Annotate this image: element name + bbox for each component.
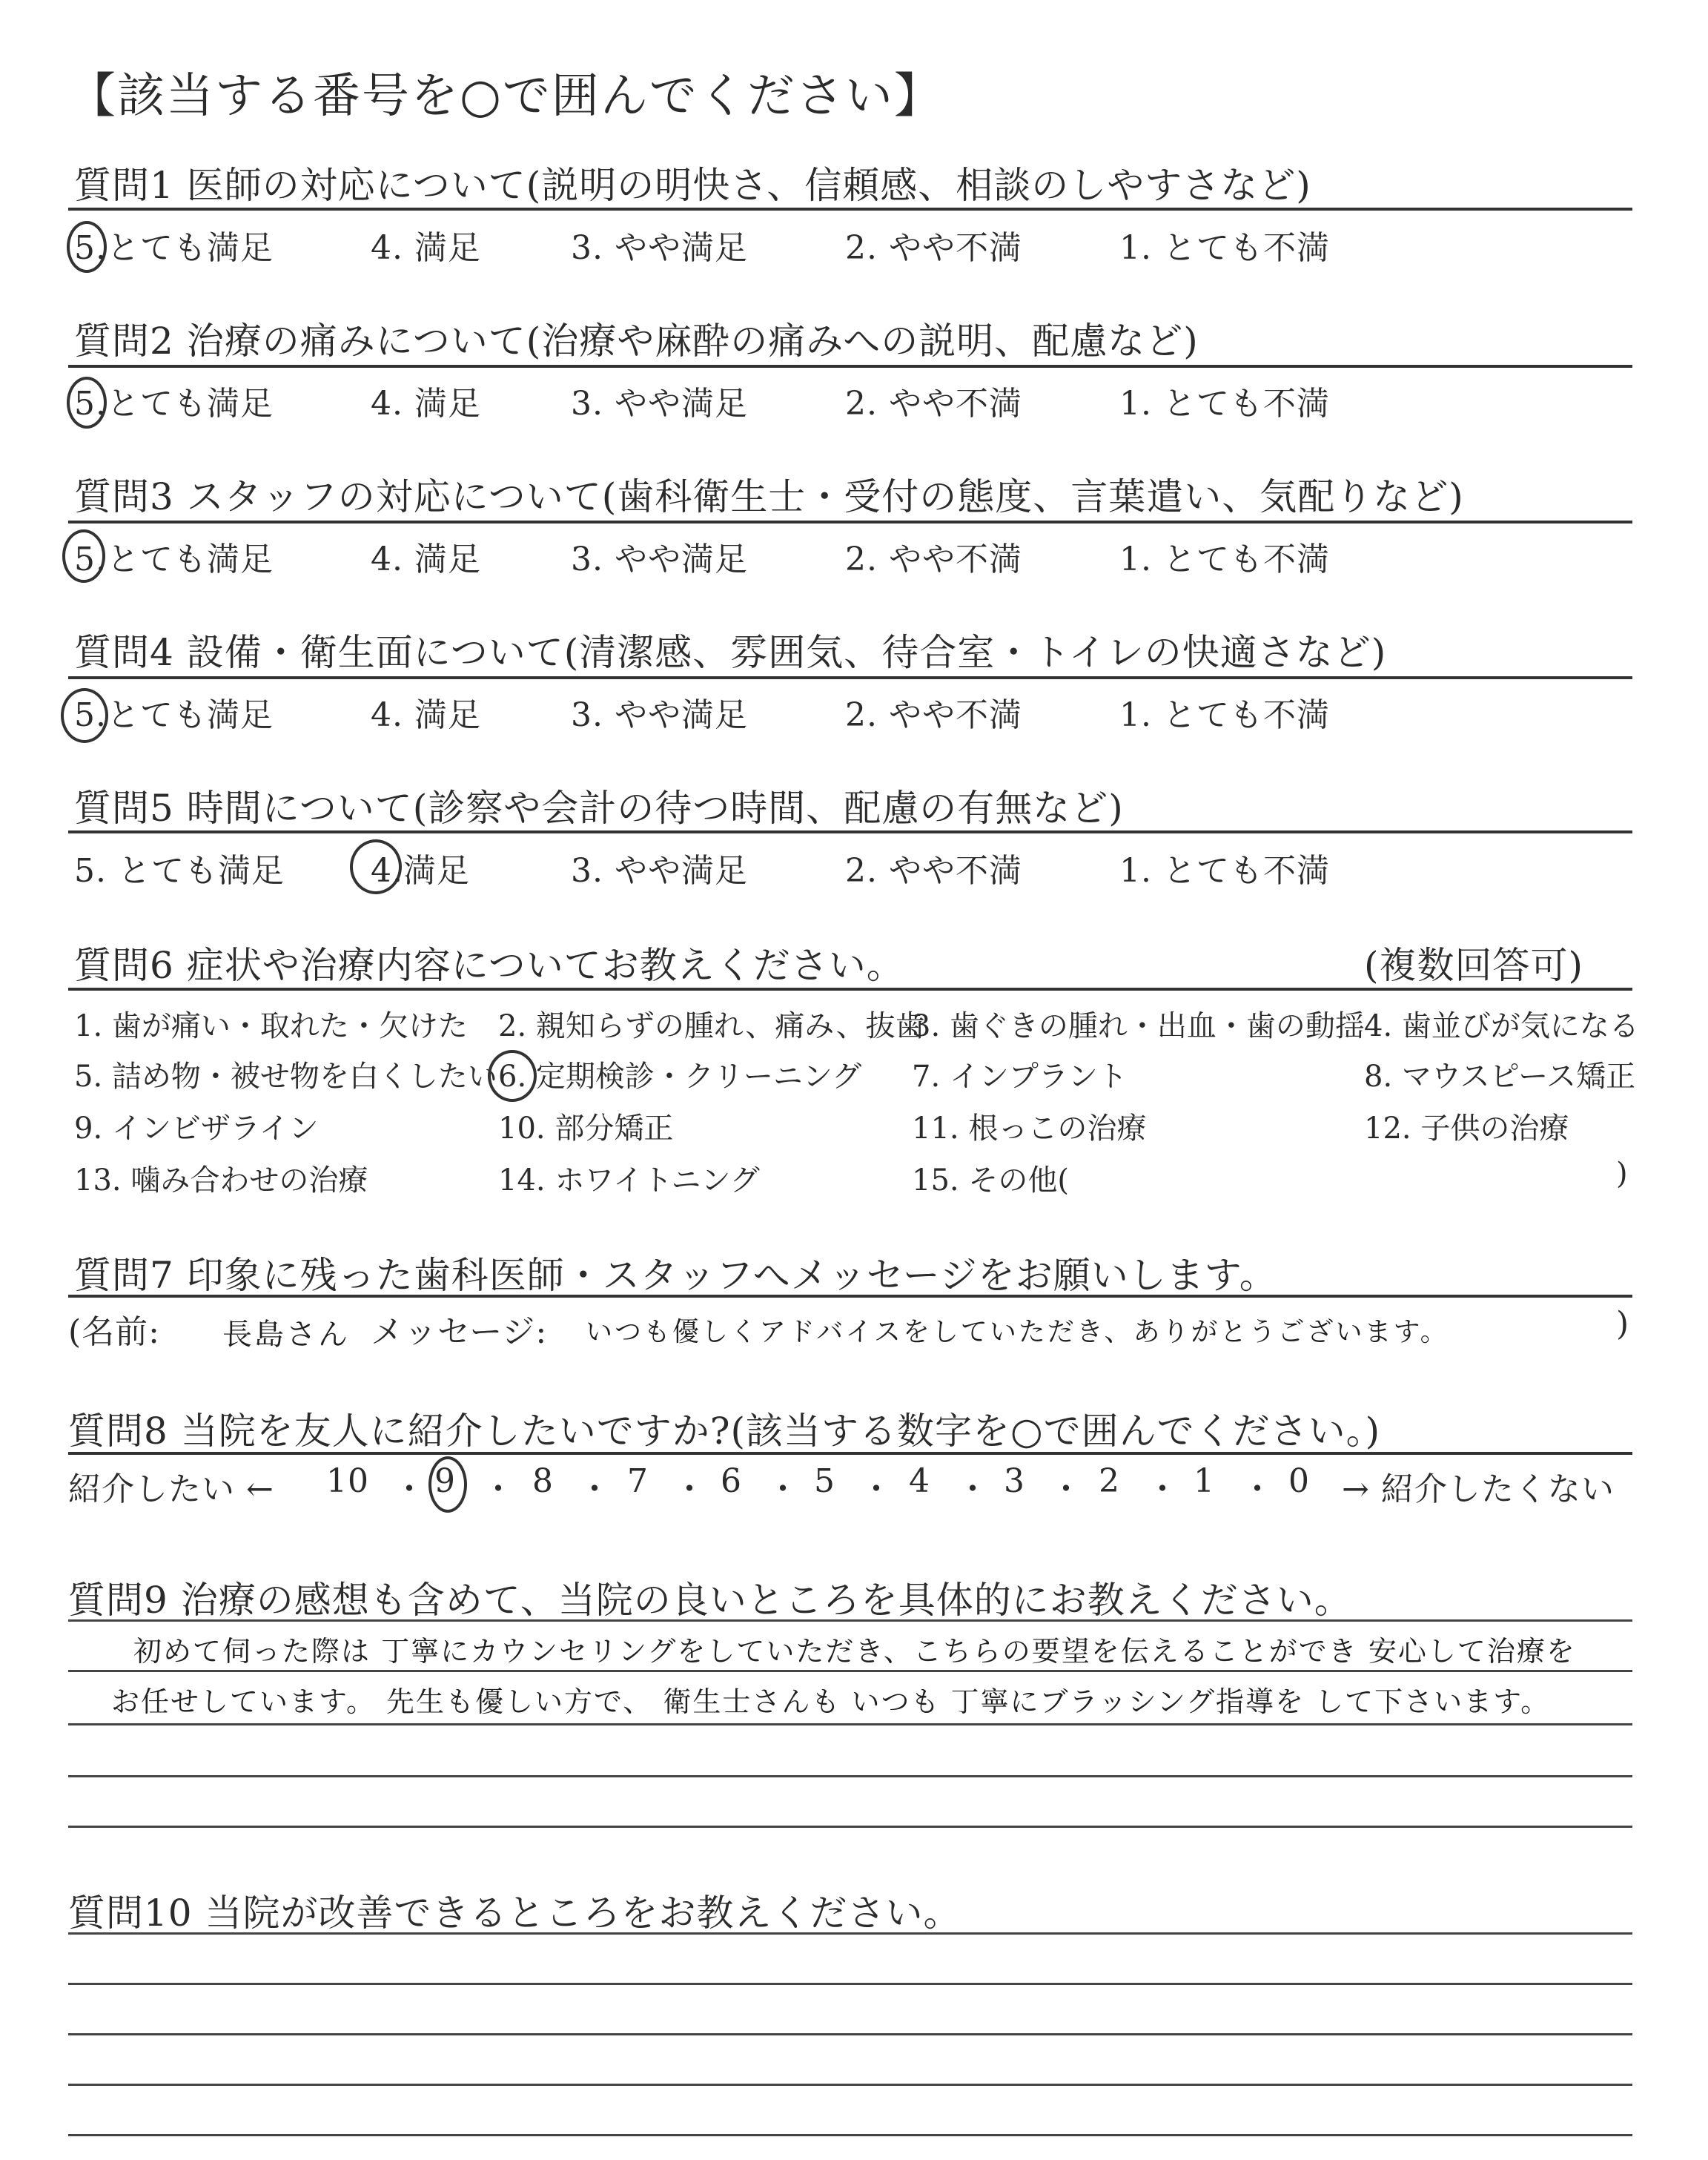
q8-rule <box>68 1452 1632 1455</box>
q6-option-4[interactable]: 4. 歯並びが気になる <box>1364 1009 1639 1043</box>
q8-scale-dot: ・ <box>578 1470 612 1508</box>
q4-rule <box>68 676 1632 679</box>
q5-option-5[interactable]: 5. とても満足 <box>74 852 285 890</box>
q2-title: 質問2 治療の痛みについて(治療や麻酔の痛みへの説明、配慮など) <box>74 320 1199 363</box>
q8-scale-8[interactable]: 8 <box>532 1462 554 1500</box>
q6-option-13[interactable]: 13. 噛み合わせの治療 <box>74 1163 368 1198</box>
q3-option-3[interactable]: 3. やや満足 <box>571 541 748 578</box>
q10-line-2 <box>68 1983 1632 1985</box>
q5-option-1[interactable]: 1. とても不満 <box>1119 852 1330 890</box>
q10-line-3 <box>68 2033 1632 2035</box>
q3-option-5[interactable]: 5.とても満足 <box>74 541 274 578</box>
q1-option-1[interactable]: 1. とても不満 <box>1119 229 1330 267</box>
q10-line-4 <box>68 2084 1632 2086</box>
q5-option-3[interactable]: 3. やや満足 <box>571 852 748 890</box>
q3-option-2[interactable]: 2. やや不満 <box>845 541 1022 578</box>
q6-rule <box>68 988 1632 991</box>
q6-option-6[interactable]: 6. 定期検診・クリーニング <box>498 1060 862 1094</box>
q9-title: 質問9 治療の感想も含めて、当院の良いところを具体的にお教えください。 <box>68 1579 1352 1622</box>
q8-scale-6[interactable]: 6 <box>721 1462 742 1500</box>
q9-line-3 <box>68 1723 1632 1725</box>
q8-scale-9[interactable]: 9 <box>434 1462 456 1500</box>
q7-title: 質問7 印象に残った歯科医師・スタッフへメッセージをお願いします。 <box>74 1254 1277 1297</box>
q1-option-5[interactable]: 5.とても満足 <box>74 229 274 267</box>
q10-line-5 <box>68 2134 1632 2136</box>
q6-option-8[interactable]: 8. マウスピース矯正 <box>1364 1060 1636 1094</box>
q8-left-label: 紹介したい ← <box>68 1470 274 1508</box>
q1-option-2[interactable]: 2. やや不満 <box>845 229 1022 267</box>
q9-line-4 <box>68 1775 1632 1777</box>
q2-option-5[interactable]: 5.とても満足 <box>74 385 274 423</box>
q8-scale-dot: ・ <box>860 1470 893 1508</box>
q7-name-value[interactable]: 長島さん <box>222 1318 350 1352</box>
q6-option-5[interactable]: 5. 詰め物・被せ物を白くしたい <box>74 1060 497 1094</box>
q8-scale-dot: ・ <box>956 1470 990 1508</box>
q6-option-11[interactable]: 11. 根っこの治療 <box>912 1112 1147 1146</box>
q6-option-10[interactable]: 10. 部分矯正 <box>498 1112 674 1146</box>
q8-scale-7[interactable]: 7 <box>627 1462 649 1500</box>
q8-scale-2[interactable]: 2 <box>1099 1462 1120 1500</box>
q3-title: 質問3 スタッフの対応について(歯科衛生士・受付の態度、言葉遣い、気配りなど) <box>74 475 1464 518</box>
q6-option-12[interactable]: 12. 子供の治療 <box>1364 1112 1569 1146</box>
q7-close-paren: ) <box>1616 1305 1630 1343</box>
q3-option-1[interactable]: 1. とても不満 <box>1119 541 1330 578</box>
q1-option-3[interactable]: 3. やや満足 <box>571 229 748 267</box>
q8-scale-dot: ・ <box>673 1470 706 1508</box>
q1-option-4[interactable]: 4. 満足 <box>371 229 481 267</box>
q10-line-1 <box>68 1932 1632 1935</box>
q2-option-1[interactable]: 1. とても不満 <box>1119 385 1330 423</box>
q3-rule <box>68 521 1632 524</box>
q8-scale-dot: ・ <box>482 1470 515 1508</box>
q8-scale-dot: ・ <box>1146 1470 1179 1508</box>
q4-option-2[interactable]: 2. やや不満 <box>845 696 1022 734</box>
q6-option-1[interactable]: 1. 歯が痛い・取れた・欠けた <box>74 1009 468 1043</box>
q4-option-3[interactable]: 3. やや満足 <box>571 696 748 734</box>
q9-answer-line-1[interactable]: 初めて伺った際は 丁寧にカウンセリングをしていただき、こちらの要望を伝えることができ 安心して治療を <box>133 1635 1576 1668</box>
q6-title: 質問6 症状や治療内容についてお教えください。 <box>74 944 904 987</box>
q8-scale-dot: ・ <box>1241 1470 1274 1508</box>
q8-scale-5[interactable]: 5 <box>814 1462 835 1500</box>
q9-answer-line-2[interactable]: お任せしています。 先生も優しい方で、 衛生士さんも いつも 丁寧にブラッシング指導を して下さいます。 <box>111 1685 1551 1718</box>
q9-line-5 <box>68 1826 1632 1828</box>
q8-scale-0[interactable]: 0 <box>1288 1462 1310 1500</box>
q8-right-label: → 紹介したくない <box>1342 1470 1615 1508</box>
q2-option-3[interactable]: 3. やや満足 <box>571 385 748 423</box>
q1-title: 質問1 医師の対応について(説明の明快さ、信頼感、相談のしやすさなど) <box>74 164 1311 207</box>
q10-title: 質問10 当院が改善できるところをお教えください。 <box>68 1892 961 1935</box>
q5-rule <box>68 830 1632 833</box>
q3-option-4[interactable]: 4. 満足 <box>371 541 481 578</box>
q9-line-1 <box>68 1619 1632 1622</box>
q7-message-label: メッセージ: <box>371 1313 548 1351</box>
q4-title: 質問4 設備・衛生面について(清潔感、雰囲気、待合室・トイレの快適さなど) <box>74 631 1387 674</box>
q5-option-4[interactable]: 4.満足 <box>371 852 470 890</box>
q8-scale-10[interactable]: 10 <box>326 1462 369 1500</box>
q6-option-3[interactable]: 3. 歯ぐきの腫れ・出血・歯の動揺 <box>912 1009 1365 1043</box>
q8-scale-1[interactable]: 1 <box>1194 1462 1215 1500</box>
q8-title: 質問8 当院を友人に紹介したいですか?(該当する数字を○で囲んでください。) <box>68 1410 1381 1453</box>
q6-option-14[interactable]: 14. ホワイトニング <box>498 1163 760 1198</box>
q4-option-4[interactable]: 4. 満足 <box>371 696 481 734</box>
q2-option-4[interactable]: 4. 満足 <box>371 385 481 423</box>
q7-rule <box>68 1295 1632 1298</box>
q6-option-15[interactable]: 15. その他( <box>912 1163 1069 1198</box>
q1-rule <box>68 208 1632 211</box>
q2-rule <box>68 365 1632 368</box>
q5-title: 質問5 時間について(診察や会計の待つ時間、配慮の有無など) <box>74 787 1124 830</box>
q8-scale-4[interactable]: 4 <box>909 1462 930 1500</box>
q5-option-2[interactable]: 2. やや不満 <box>845 852 1022 890</box>
q8-scale-dot: ・ <box>1050 1470 1083 1508</box>
q6-other-close-paren: ) <box>1616 1157 1628 1191</box>
q4-option-5[interactable]: 5.とても満足 <box>74 696 274 734</box>
q8-scale-dot: ・ <box>393 1470 426 1508</box>
q2-option-2[interactable]: 2. やや不満 <box>845 385 1022 423</box>
form-title: 【該当する番号を○で囲んでください】 <box>68 69 943 124</box>
q6-option-2[interactable]: 2. 親知らずの腫れ、痛み、抜歯 <box>498 1009 925 1043</box>
q8-scale-dot: ・ <box>767 1470 800 1508</box>
q6-option-7[interactable]: 7. インプラント <box>912 1060 1128 1094</box>
q7-message-value[interactable]: いつも優しくアドバイスをしていただき、ありがとうございます。 <box>586 1317 1449 1347</box>
q6-multiple-note: (複数回答可) <box>1364 944 1584 987</box>
q9-line-2 <box>68 1670 1632 1672</box>
q7-name-label: (名前: <box>68 1313 160 1351</box>
q6-option-9[interactable]: 9. インビザライン <box>74 1112 319 1146</box>
q4-option-1[interactable]: 1. とても不満 <box>1119 696 1330 734</box>
q8-scale-3[interactable]: 3 <box>1004 1462 1025 1500</box>
